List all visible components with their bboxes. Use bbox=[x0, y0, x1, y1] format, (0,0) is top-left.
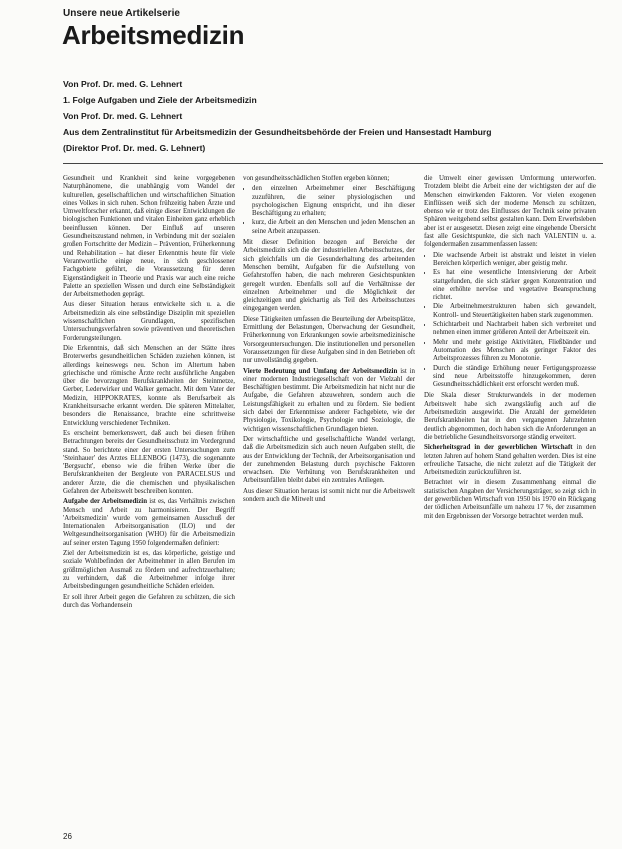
paragraph: Es erscheint bemerkenswert, daß auch bei diesen frühen Betrachtungen bereits der Gesundheitsschutz im Vordergrund stand. So berichtete einer der ersten Untersuchungen zum 'Steinhauer' des Arztes ELLENBOG (1473), die sogenannte 'Bergsucht', ebenso wie die frühen Werke über die Berufskrankheiten der Bergleute von PARACELSUS und anderer Ärzte, die die chemischen und physikalischen Gefahren der Arbeitswelt beschreiben konnten. bbox=[63, 429, 235, 495]
paragraph-text: in den letzten Jahren auf hohem Stand gehalten werden. Dies ist eine erfreuliche Tatsache, die nicht zuletzt auf die Tätigkeit der Arbeitsmedizin zurückzuführen ist. bbox=[424, 444, 596, 477]
author-line-repeat: Von Prof. Dr. med. G. Lehnert bbox=[63, 111, 183, 121]
list-item: • Die wachsende Arbeit ist abstrakt und leistet in vielen Bereichen körperlich weniger, aber geistig mehr. bbox=[433, 252, 596, 269]
paragraph-text: ist in einer modernen Industriegesellschaft von der Vielzahl der Beschäftigten bestimmt. Die Arbeitsmedizin hat nicht nur die Aufgabe, die Gefahren abzuwehren, sondern auch die Leistungsfähigkeit zu erhalten und zu fördern. Sie bedient sich dabei der Erkenntnisse anderer Fachgebiete, wie der Physiologie, Toxikologie, Psychologie und Soziologie, die wichtigen wissenschaftlichen Grundlagen bieten. bbox=[243, 367, 415, 433]
paragraph: Die Erkenntnis, daß sich Menschen an der Stätte ihres Broterwerbs gesundheitlichen Schäden zuziehen können, ist allerdings keineswegs neu. Schon im Altertum haben griechische und römische Ärzte recht ausführliche Angaben über die bevorzugten Berufskrankheiten der Steinmetze, Gerber, Lederwirker und Walker gemacht. Mit dem Vater der Medizin, HIPPOKRATES, konnte als Berufsarbeit als Krankheitsursache erkannt werden. Die späteren Mittelalter, besonders die Renaissance, brachte eine schrittweise Entwicklung verschiedener Techniken. bbox=[63, 344, 235, 427]
paragraph: Diese Tätigkeiten umfassen die Beurteilung der Arbeitsplätze, Ermittlung der Belastungen, Überwachung der Gesundheit, Früherkennung von Erkrankungen sowie arbeitsmedizinische Vorsorgeuntersuchungen. Die institutionellen und personellen Voraussetzungen für diese Aufgaben sind in den Betrieben oft nur unvollständig gegeben. bbox=[243, 315, 415, 365]
list-item: • Die Arbeitnehmerstrukturen haben sich gewandelt, Kontroll- und Steuertätigkeiten haben stark zugenommen. bbox=[433, 303, 596, 320]
paragraph: Der wirtschaftliche und gesellschaftliche Wandel verlangt, daß die Arbeitsmedizin sich auch neuen Aufgaben stellt, die aus der Entwicklung der Technik, der Arbeitsorganisation und der zunehmenden Belastung durch psychische Faktoren erwachsen. Die Verhütung von Berufskrankheiten und Arbeitsunfällen bleibt dabei ein zentrales Anliegen. bbox=[243, 435, 415, 485]
text-column-3 bbox=[424, 175, 596, 825]
paragraph bbox=[63, 498, 235, 548]
paragraph: Ziel der Arbeitsmedizin ist es, das körperliche, geistige und soziale Wohlbefinden der Arbeitnehmer in allen Berufen im größtmöglichen Ausmaß zu fördern und aufrechtzuerhalten; zu verhindern, daß die Arbeitnehmer infolge ihrer Arbeitsbedingungen gesundheitliche Schäden erleiden. bbox=[63, 550, 235, 591]
run-in-heading: Aufgabe der Arbeitsmedizin bbox=[63, 498, 148, 506]
paragraph: Er soll ihrer Arbeit gegen die Gefahren zu schützen, die sich durch das Vorhandensein bbox=[63, 593, 235, 609]
list-item: • kurz, die Arbeit an den Menschen und jeden Menschen an seine Arbeit anzupassen. bbox=[252, 219, 415, 236]
paragraph: Betrachtet wir in diesem Zusammenhang einmal die statistischen Angaben der Versicherungsträger, so zeigt sich in der gewerblichen Wirtschaft von 1950 bis 1970 ein Rückgang der tödlichen Arbeitsunfälle um nahezu 17 %, der zusammen mit den Ergebnissen der Vorsorge betrachtet werden muß. bbox=[424, 479, 596, 520]
bullet-list bbox=[424, 252, 596, 390]
paragraph: Mit dieser Definition bezogen auf Bereiche der Arbeitsmedizin sich die der industriellen Arbeitsschutzes, der sich gleichfalls um die Gesunderhaltung des arbeitenden Menschen bemüht, Aufgaben für die Aufstellung von Gefahrstoffen haben, die nach mehreren Gesichtspunkten geregelt wurden. Ebenfalls soll auf die Verhältnisse der einzelnen Arbeitnehmer und die Möglichkeit der gleichzeitigen und gleichartig als Teil des Arbeitsschutzes eingegangen werden. bbox=[243, 239, 415, 313]
header-divider bbox=[63, 163, 603, 164]
list-item: • Es hat eine wesentliche Intensivierung der Arbeit stattgefunden, die sich stärker gegen Konzentration und eine erhöhte nervöse und vegetative Beanspruchung richtet. bbox=[433, 269, 596, 302]
bullet-list bbox=[243, 185, 415, 236]
article-title: Arbeitsmedizin bbox=[62, 20, 245, 50]
director-line: (Direktor Prof. Dr. med. G. Lehnert) bbox=[63, 143, 206, 153]
list-item: • Durch die ständige Erhöhung neuer Fertigungsprozesse sind neue Arbeitsstoffe hinzugekommen, deren Gesundheitsschädlichkeit erst erforscht werden muß. bbox=[433, 365, 596, 390]
run-in-heading: Sicherheitsgrad in der gewerblichen Wirtschaft bbox=[424, 444, 573, 452]
institute-line: Aus dem Zentralinstitut für Arbeitsmedizin der Gesundheitsbehörde der Freien und Hansestadt Hamburg bbox=[63, 127, 492, 137]
text-column-1 bbox=[63, 175, 235, 825]
paragraph bbox=[424, 444, 596, 477]
paragraph: Aus dieser Situation heraus ist somit nicht nur die Arbeitswelt sondern auch die Mitwelt und bbox=[243, 487, 415, 503]
paragraph: Die Skala dieser Strukturwandels in der modernen Arbeitswelt habe sich zwangsläufig auch auf die Arbeitsmedizin ausgewirkt. Die Anzahl der gemeldeten Berufskrankheiten hat in den vergangenen Jahrzehnten deutlich abgenommen, doch haben sich die Anforderungen an die betriebliche Gesundheitsvorsorge ständig erweitert. bbox=[424, 392, 596, 441]
paragraph bbox=[243, 368, 415, 434]
paragraph: von gesundheitsschädlichen Stoffen ergeben können; bbox=[243, 175, 390, 182]
author-line: Von Prof. Dr. med. G. Lehnert bbox=[63, 79, 183, 89]
run-in-heading: Vierte Bedeutung und Umfang der Arbeitsmedizin bbox=[243, 367, 398, 375]
paragraph-text: ist es, das Verhältnis zwischen Mensch und Arbeit zu harmonisieren. Der Begriff 'Arbeitsmedizin' wurde vom gemeinsamen Ausschuß der Internationalen Arbeitsorganisation (ILO) und der Weltgesundheitsorganisation (WHO) für die Arbeitsmedizin auf seiner ersten Tagung 1950 folgendermaßen definiert: bbox=[63, 498, 235, 547]
series-label: Unsere neue Artikelserie bbox=[63, 8, 180, 19]
episode-line: 1. Folge Aufgaben und Ziele der Arbeitsmedizin bbox=[63, 95, 257, 105]
page-number: 26 bbox=[63, 832, 72, 841]
list-item: • Mehr und mehr geistige Aktivitäten, Fließbänder und Automation des Menschen als geringer Faktor des Arbeitsprozesses führen zu Monotonie. bbox=[433, 339, 596, 364]
text-column-2 bbox=[243, 175, 415, 825]
list-item: • Schichtarbeit und Nachtarbeit haben sich verbreitet und nehmen einen immer größeren Anteil der Arbeitszeit ein. bbox=[433, 321, 596, 338]
paragraph: Aus dieser Situation heraus entwickelte sich u. a. die Arbeitsmedizin als eine selbständige Disziplin mit speziellen wissenschaftlichen Grundlagen, spezifischen Untersuchungsverfahren sowie präventiven und theoretischen Forderungsteilungen. bbox=[63, 301, 235, 342]
paragraph: die Umwelt einer gewissen Umformung unterworfen. Trotzdem bleibt die Arbeit eine der wichtigsten der auf die Menschen einwirkenden Faktoren. Vor vielen exogenen Einflüssen weiß sich der moderne Mensch zu schützen, ebenso wie er trotz des Einflusses der Technik seine privaten Sphären weitgehend selbst gestalten kann. Dem Erwerbsleben aber ist er ausgesetzt. Diesen zeigt eine eingehende Übersicht fast alle Gesichtspunkte, die sich nach VALENTIN u. a. folgendermaßen zusammenfassen lassen: bbox=[424, 175, 596, 249]
list-item: • den einzelnen Arbeitnehmer einer Beschäftigung zuzuführen, die seiner physiologischen und psychologischen Eignung entspricht, und ihn dieser Beschäftigung zu erhalten; bbox=[252, 185, 415, 218]
paragraph: Gesundheit und Krankheit sind keine vorgegebenen Naturphänomene, die unabhängig vom Wandel der kulturellen, gesellschaftlichen und wirtschaftlichen Situation eines Volkes in sich ruhen. Schon frühzeitig haben Ärzte und Umweltforscher erkannt, daß einige dieser Entwicklungen die biologischen Funktionen und vitalen Einheiten ganz erheblich beeinflussen können. Der Einfluß auf unseren Gesundheitszustand nehmen, in Verbindung mit der sozialen großen Fortschritte der Medizin – Prävention, Früherkennung und Rehabilitation – hat dieser Erkenntnis heute für viele Verantwortliche einige neue, in sich geschlossener Fachgebiete geführt, die Voraussetzung für deren Eigenständigkeit in Theorie und Praxis war auch eine reiche Palette an speziellen Wissen und durch eine Selbständigkeit der Arbeitsmethoden geprägt. bbox=[63, 175, 235, 299]
